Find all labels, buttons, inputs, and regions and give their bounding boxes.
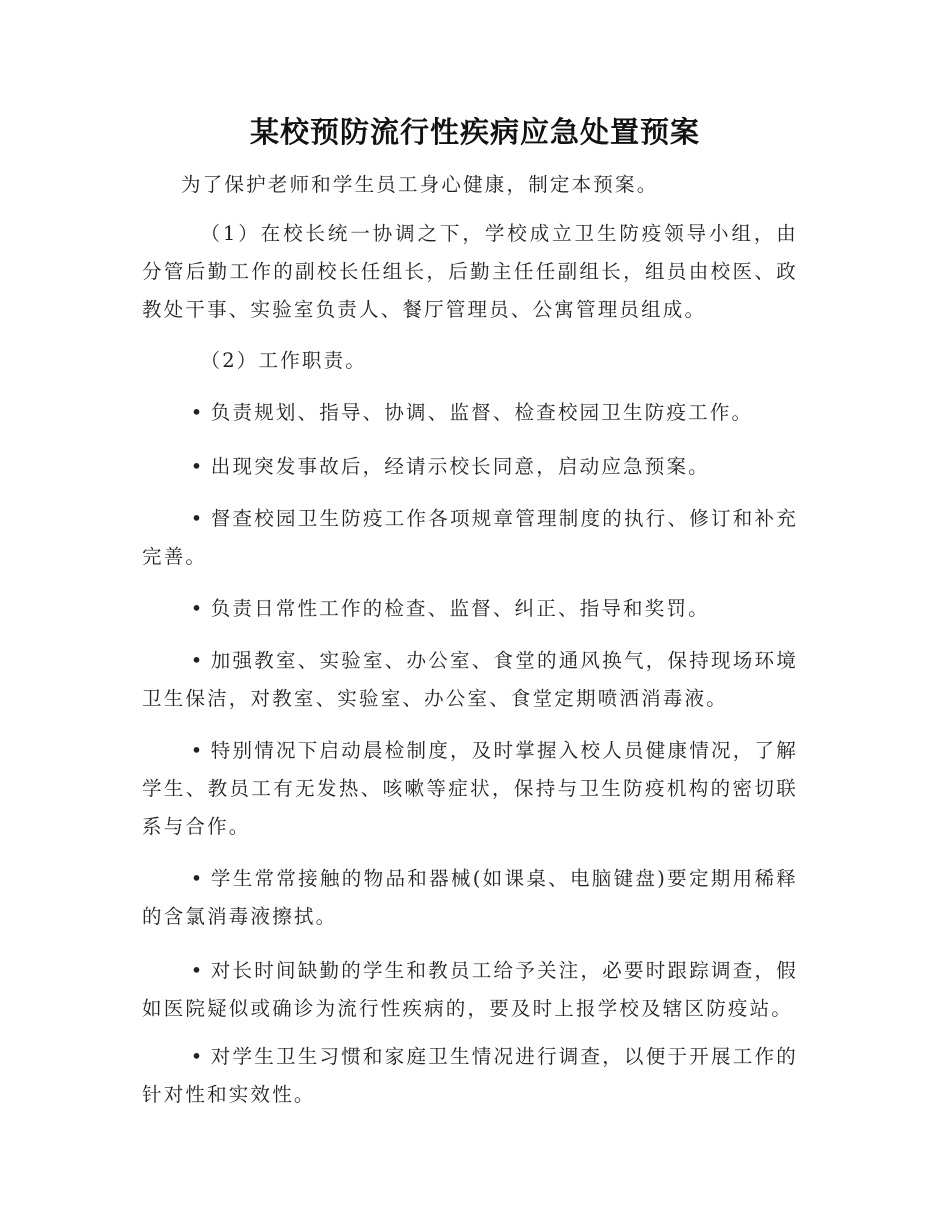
bullet-text: 对学生卫生习惯和家庭卫生情况进行调查，以便于开展工作的针对性和实效性。 [142, 1045, 798, 1106]
bullet-icon: • [190, 867, 205, 890]
intro-paragraph: 为了保护老师和学生员工身心健康，制定本预案。 [181, 173, 659, 196]
bullet-item [142, 732, 798, 846]
document-title: 某校预防流行性疾病应急处置预案 [249, 115, 700, 149]
bullet-icon: • [190, 455, 205, 478]
item-1-paragraph: （1）在校长统一协调之下，学校成立卫生防疫领导小组，由分管后勤工作的副校长任组长，后勤主任任副组长，组员由校医、政教处干事、实验室负责人、餐厅管理员、公寓管理员组成。 [142, 222, 798, 321]
bullet-text: 督查校园卫生防疫工作各项规章管理制度的执行、修订和补充完善。 [142, 507, 798, 568]
bullet-text: 负责日常性工作的检查、监督、纠正、指导和奖罚。 [210, 597, 710, 620]
bullet-icon: • [190, 959, 205, 982]
bullet-text: 特别情况下启动晨检制度，及时掌握入校人员健康情况，了解学生、教员工有无发热、咳嗽等症状，保持与卫生防疫机构的密切联系与合作。 [142, 739, 798, 838]
bullet-icon: • [190, 401, 205, 424]
bullet-item [142, 500, 798, 576]
bullet-text: 对长时间缺勤的学生和教员工给予关注，必要时跟踪调查，假如医院疑似或确诊为流行性疾病的，要及时上报学校及辖区防疫站。 [142, 959, 798, 1020]
bullet-text: 加强教室、实验室、办公室、食堂的通风换气，保持现场环境卫生保洁，对教室、实验室、办公室、食堂定期喷洒消毒液。 [142, 649, 798, 710]
bullet-icon: • [190, 649, 205, 672]
bullet-item [142, 952, 798, 1028]
bullet-icon: • [190, 507, 205, 530]
bullet-icon: • [190, 1045, 205, 1068]
bullet-item [142, 642, 798, 718]
bullet-icon: • [190, 597, 205, 620]
bullet-text: 出现突发事故后，经请示校长同意，启动应急预案。 [210, 455, 710, 478]
item-2-paragraph: （2）工作职责。 [200, 349, 368, 372]
bullet-item [142, 1038, 798, 1114]
bullet-text: 学生常常接触的物品和器械(如课桌、电脑键盘)要定期用稀释的含氯消毒液擦拭。 [142, 867, 798, 928]
bullet-item [142, 590, 798, 628]
bullet-text: 负责规划、指导、协调、监督、检查校园卫生防疫工作。 [210, 401, 754, 424]
bullet-item [142, 448, 798, 486]
bullet-item [142, 860, 798, 936]
bullet-icon: • [190, 739, 205, 762]
bullet-item [142, 394, 798, 432]
